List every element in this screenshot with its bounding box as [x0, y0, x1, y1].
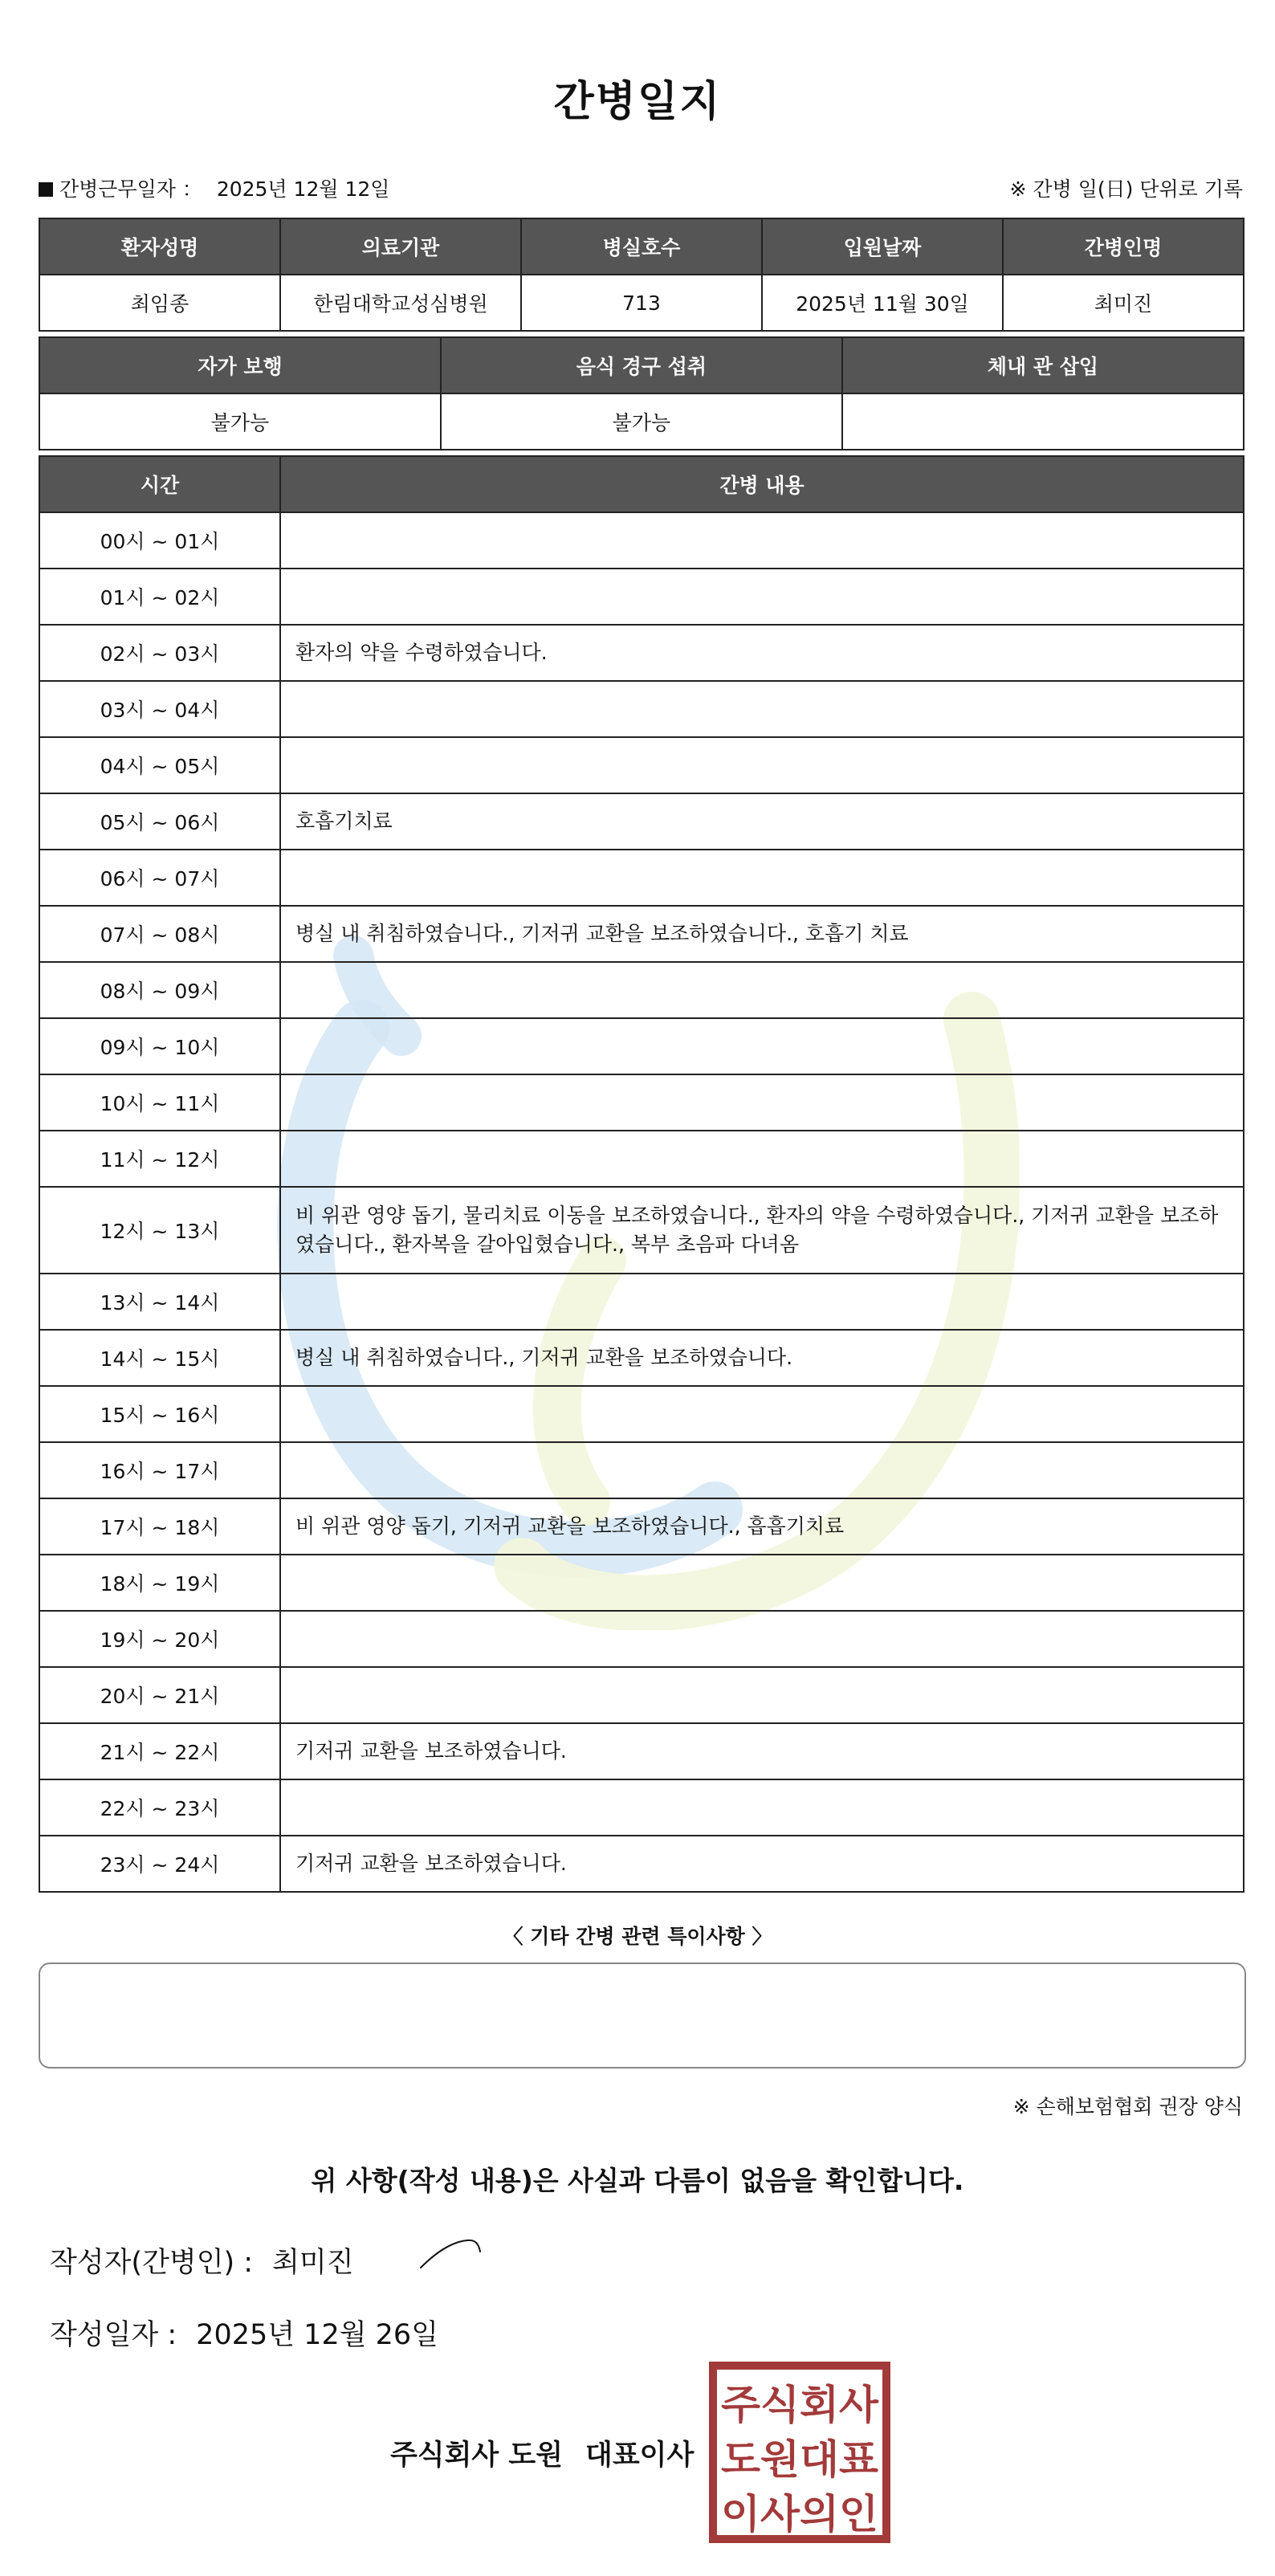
care-content: 환자의 약을 수령하였습니다.: [280, 625, 1244, 681]
patient-status-table: [39, 336, 1244, 450]
header-room-number: 병실호수: [521, 218, 762, 275]
square-bullet-icon: [39, 182, 53, 197]
table-row: [39, 1555, 1244, 1611]
care-content: [280, 1274, 1244, 1330]
time-slot: 15시 ~ 16시: [39, 1386, 280, 1442]
confirmation-statement: 위 사항(작성 내용)은 사실과 다름이 없음을 확인합니다.: [311, 2165, 964, 2196]
seal-line-3: 이사의인: [721, 2491, 878, 2537]
time-slot: 16시 ~ 17시: [39, 1442, 280, 1498]
table-row: [39, 1442, 1244, 1498]
table-row: [39, 1131, 1244, 1187]
company-seal-stamp: [708, 2361, 891, 2544]
table-row: [39, 962, 1244, 1018]
table-header-row: [39, 456, 1244, 512]
care-content: [280, 1074, 1244, 1131]
table-row: [39, 906, 1244, 962]
care-content: [280, 962, 1244, 1018]
header-oral-intake: 음식 경구 섭취: [441, 337, 842, 393]
time-slot: 12시 ~ 13시: [39, 1187, 280, 1274]
table-row: [39, 681, 1244, 737]
care-content: 호흡기치료: [280, 793, 1244, 850]
care-content: [280, 1611, 1244, 1667]
care-content: [280, 681, 1244, 737]
self-walking-value: 불가능: [39, 393, 441, 450]
time-slot: 14시 ~ 15시: [39, 1330, 280, 1386]
time-slot: 05시 ~ 06시: [39, 793, 280, 850]
time-slot: 18시 ~ 19시: [39, 1555, 280, 1611]
time-slot: 21시 ~ 22시: [39, 1723, 280, 1779]
time-slot: 07시 ~ 08시: [39, 906, 280, 962]
table-row: [39, 625, 1244, 681]
writer-line: [50, 2240, 354, 2280]
time-slot: 20시 ~ 21시: [39, 1667, 280, 1723]
header-medical-institution: 의료기관: [280, 218, 521, 275]
written-date-line: [50, 2313, 438, 2353]
care-content: [280, 850, 1244, 906]
table-row: [39, 1779, 1244, 1836]
seal-line-1: 주식회사: [721, 2382, 879, 2428]
header-care-content: 간병 내용: [280, 456, 1244, 512]
patient-info-table: [39, 218, 1244, 332]
written-date-label: 작성일자 :: [50, 2319, 177, 2351]
table-row: [39, 393, 1244, 450]
table-row: [39, 569, 1244, 625]
log-table-body: [39, 512, 1244, 1892]
work-date-line: [39, 173, 389, 202]
work-date-value: 2025년 12월 12일: [216, 177, 390, 201]
care-content: 비 위관 영양 돕기, 물리치료 이동을 보조하였습니다., 환자의 약을 수령하였습니다., 기저귀 교환을 보조하였습니다., 환자복을 갈아입혔습니다., 복부 초음파 다녀옴: [280, 1187, 1244, 1274]
company-role: 대표이사: [585, 2439, 695, 2472]
time-slot: 22시 ~ 23시: [39, 1779, 280, 1836]
caregiver-name: 최미진: [1003, 275, 1244, 331]
care-content: [280, 1779, 1244, 1836]
writer-name: 최미진: [272, 2247, 354, 2279]
table-row: [39, 1836, 1244, 1892]
hourly-care-log-table: [39, 455, 1244, 1893]
header-patient-name: 환자성명: [39, 218, 280, 275]
time-slot: 03시 ~ 04시: [39, 681, 280, 737]
care-content: [280, 1018, 1244, 1074]
care-content: [280, 1555, 1244, 1611]
form-recommendation-note: ※ 손해보험협회 권장 양식: [1012, 2095, 1243, 2118]
table-header-row: [39, 337, 1244, 393]
time-slot: 13시 ~ 14시: [39, 1274, 280, 1330]
table-row: [39, 1018, 1244, 1074]
time-slot: 19시 ~ 20시: [39, 1611, 280, 1667]
time-slot: 01시 ~ 02시: [39, 569, 280, 625]
table-row: [39, 1330, 1244, 1386]
care-content: [280, 737, 1244, 793]
time-slot: 04시 ~ 05시: [39, 737, 280, 793]
time-slot: 00시 ~ 01시: [39, 512, 280, 569]
work-date-label: 간병근무일자 ：: [59, 177, 202, 201]
time-slot: 08시 ~ 09시: [39, 962, 280, 1018]
table-row: [39, 1723, 1244, 1779]
written-date-value: 2025년 12월 26일: [196, 2319, 438, 2351]
care-content: [280, 569, 1244, 625]
care-content: 기저귀 교환을 보조하였습니다.: [280, 1836, 1244, 1892]
header-caregiver-name: 간병인명: [1003, 218, 1244, 275]
table-row: [39, 1498, 1244, 1555]
time-slot: 02시 ~ 03시: [39, 625, 280, 681]
header-tube-insertion: 체내 관 삽입: [842, 337, 1244, 393]
table-row: [39, 1667, 1244, 1723]
table-row: [39, 1274, 1244, 1330]
time-slot: 10시 ~ 11시: [39, 1074, 280, 1131]
table-row: [39, 850, 1244, 906]
header-admission-date: 입원날짜: [762, 218, 1003, 275]
time-slot: 17시 ~ 18시: [39, 1498, 280, 1555]
table-row: [39, 512, 1244, 569]
room-number: 713: [521, 275, 762, 331]
oral-intake-value: 불가능: [441, 393, 842, 450]
time-slot: 11시 ~ 12시: [39, 1131, 280, 1187]
patient-name: 최임종: [39, 275, 280, 331]
table-row: [39, 737, 1244, 793]
admission-date: 2025년 11월 30일: [762, 275, 1003, 331]
writer-label: 작성자(간병인) :: [50, 2247, 254, 2279]
handwritten-signature: [418, 2234, 490, 2274]
table-row: [39, 1386, 1244, 1442]
care-content: 병실 내 취침하였습니다., 기저귀 교환을 보조하였습니다., 호흡기 치료: [280, 906, 1244, 962]
table-row: [39, 1187, 1244, 1274]
company-signature-line: [390, 2433, 694, 2473]
time-slot: 09시 ~ 10시: [39, 1018, 280, 1074]
special-notes-title: 〈 기타 간병 관련 특이사항 〉: [503, 1925, 772, 1948]
table-row: [39, 1611, 1244, 1667]
tube-insertion-value: [842, 393, 1244, 450]
care-content: 비 위관 영양 돕기, 기저귀 교환을 보조하였습니다., 흡흡기치료: [280, 1498, 1244, 1555]
document-title: 간병일지: [553, 78, 722, 126]
header-self-walking: 자가 보행: [39, 337, 441, 393]
medical-institution: 한림대학교성심병원: [280, 275, 521, 331]
header-time: 시간: [39, 456, 280, 512]
unit-note: ※ 간병 일(日) 단위로 기록: [1009, 177, 1243, 201]
care-content: [280, 1442, 1244, 1498]
care-content: [280, 1386, 1244, 1442]
table-row: [39, 275, 1244, 331]
seal-line-2: 도원대표: [721, 2436, 879, 2483]
table-row: [39, 1074, 1244, 1131]
care-content: 기저귀 교환을 보조하였습니다.: [280, 1723, 1244, 1779]
table-header-row: [39, 218, 1244, 275]
table-row: [39, 793, 1244, 850]
care-content: [280, 1131, 1244, 1187]
special-notes-box: [39, 1963, 1246, 2069]
time-slot: 06시 ~ 07시: [39, 850, 280, 906]
time-slot: 23시 ~ 24시: [39, 1836, 280, 1892]
care-content: [280, 512, 1244, 569]
care-content: 병실 내 취침하였습니다., 기저귀 교환을 보조하였습니다.: [280, 1330, 1244, 1386]
care-content: [280, 1667, 1244, 1723]
company-name: 주식회사 도원: [390, 2439, 564, 2472]
